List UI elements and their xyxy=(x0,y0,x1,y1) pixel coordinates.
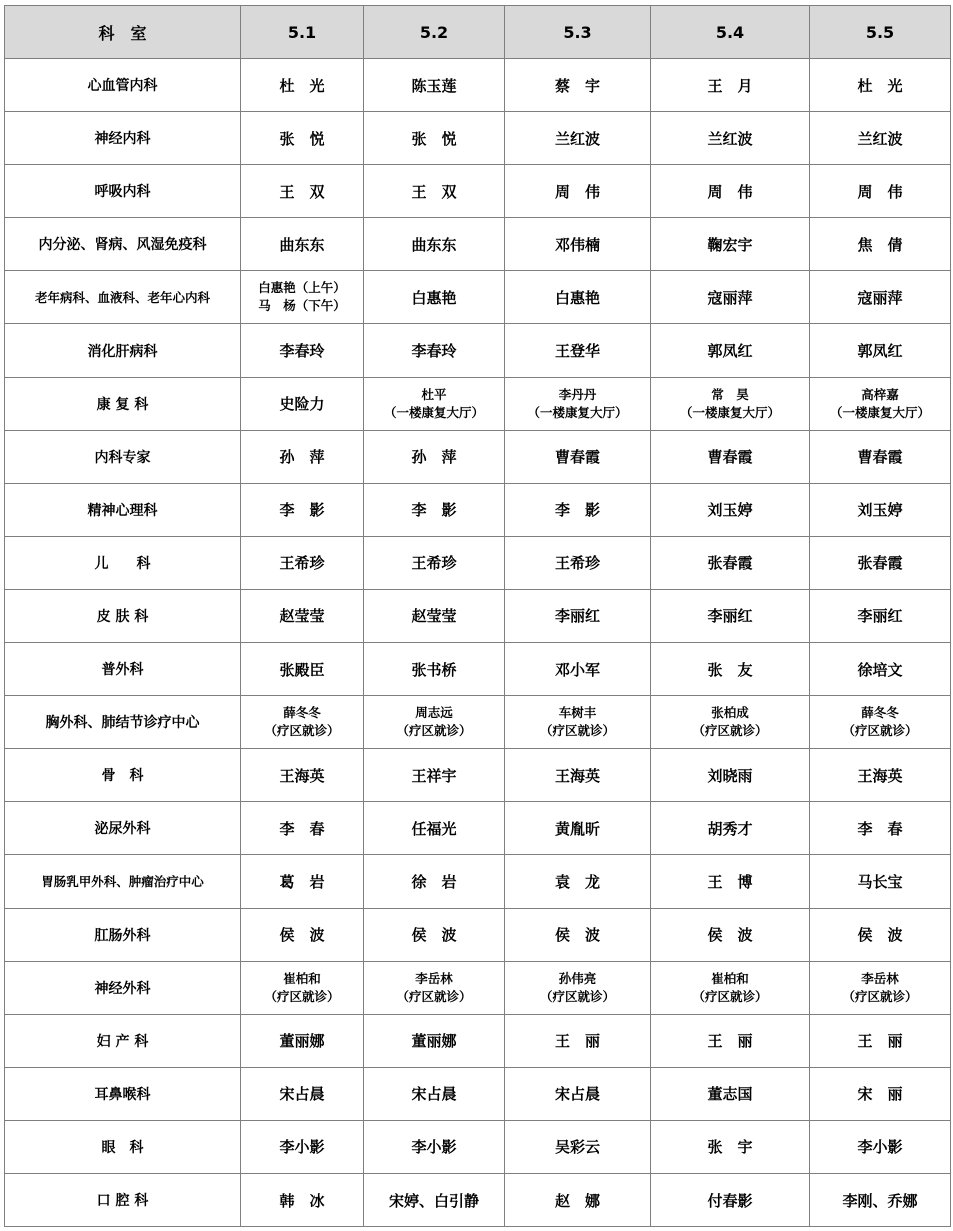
table-row xyxy=(5,430,951,483)
department-name: 神经内科 xyxy=(5,112,241,165)
department-name: 泌尿外科 xyxy=(5,802,241,855)
table-row xyxy=(5,908,951,961)
doctor-cell: 王海英 xyxy=(505,749,651,802)
doctor-cell: 寇丽萍 xyxy=(810,271,951,324)
doctor-cell: 郭凤红 xyxy=(810,324,951,377)
table-row xyxy=(5,536,951,589)
table-row xyxy=(5,589,951,642)
doctor-cell: 王 丽 xyxy=(810,1014,951,1067)
doctor-cell: 王海英 xyxy=(810,749,951,802)
doctor-cell: 李 影 xyxy=(364,483,505,536)
doctor-cell: 曹春霞 xyxy=(810,430,951,483)
doctor-cell: 张书桥 xyxy=(364,643,505,696)
doctor-cell: 徐 岩 xyxy=(364,855,505,908)
doctor-cell: 宋占晨 xyxy=(505,1067,651,1120)
header-date: 5.2 xyxy=(364,6,505,59)
doctor-cell: 蔡 宇 xyxy=(505,59,651,112)
doctor-note: （疗区就诊） xyxy=(264,723,340,739)
doctor-cell: 董志国 xyxy=(651,1067,810,1120)
doctor-cell: 刘玉婷 xyxy=(810,483,951,536)
doctor-name: 薛冬冬 xyxy=(861,705,899,721)
doctor-cell: 张 悦 xyxy=(364,112,505,165)
doctor-cell: 董丽娜 xyxy=(364,1014,505,1067)
table-row xyxy=(5,271,951,324)
doctor-note: （疗区就诊） xyxy=(842,988,918,1004)
table-row xyxy=(5,165,951,218)
header-date: 5.3 xyxy=(505,6,651,59)
doctor-cell xyxy=(364,961,505,1014)
doctor-cell: 王海英 xyxy=(241,749,364,802)
doctor-cell: 李丽红 xyxy=(651,589,810,642)
doctor-cell: 王 丽 xyxy=(651,1014,810,1067)
doctor-cell: 李丽红 xyxy=(810,589,951,642)
doctor-name: 常 昊 xyxy=(711,386,749,402)
doctor-note: （疗区就诊） xyxy=(842,723,918,739)
doctor-cell: 王希珍 xyxy=(364,536,505,589)
doctor-cell xyxy=(505,377,651,430)
department-name: 胃肠乳甲外科、肿瘤治疗中心 xyxy=(5,855,241,908)
department-name: 皮 肤 科 xyxy=(5,589,241,642)
doctor-cell xyxy=(651,961,810,1014)
doctor-cell: 王 双 xyxy=(241,165,364,218)
doctor-note: （疗区就诊） xyxy=(692,723,768,739)
doctor-cell: 袁 龙 xyxy=(505,855,651,908)
doctor-cell: 郭凤红 xyxy=(651,324,810,377)
doctor-cell: 葛 岩 xyxy=(241,855,364,908)
doctor-cell: 周 伟 xyxy=(810,165,951,218)
doctor-cell: 杜 光 xyxy=(241,59,364,112)
header-date: 5.5 xyxy=(810,6,951,59)
table-row xyxy=(5,696,951,749)
doctor-name: 车树丰 xyxy=(558,705,597,721)
doctor-cell: 兰红波 xyxy=(651,112,810,165)
doctor-cell xyxy=(364,696,505,749)
doctor-cell: 王 丽 xyxy=(505,1014,651,1067)
doctor-name: 高梓嘉 xyxy=(861,386,899,402)
doctor-cell xyxy=(651,696,810,749)
table-row xyxy=(5,1120,951,1173)
doctor-cell: 侯 波 xyxy=(364,908,505,961)
doctor-cell: 李春玲 xyxy=(364,324,505,377)
header-date: 5.1 xyxy=(241,6,364,59)
doctor-cell: 陈玉莲 xyxy=(364,59,505,112)
doctor-cell: 兰红波 xyxy=(810,112,951,165)
doctor-cell: 王希珍 xyxy=(241,536,364,589)
doctor-cell: 付春影 xyxy=(651,1173,810,1226)
doctor-cell: 张春霞 xyxy=(810,536,951,589)
department-name: 内分泌、肾病、风湿免疫科 xyxy=(5,218,241,271)
doctor-cell: 韩 冰 xyxy=(241,1173,364,1226)
department-name: 心血管内科 xyxy=(5,59,241,112)
doctor-name: 张柏成 xyxy=(711,705,749,721)
table-row xyxy=(5,324,951,377)
doctor-note: （疗区就诊） xyxy=(264,988,340,1004)
department-name: 肛肠外科 xyxy=(5,908,241,961)
doctor-cell: 张殿臣 xyxy=(241,643,364,696)
doctor-cell: 杜 光 xyxy=(810,59,951,112)
doctor-cell xyxy=(241,696,364,749)
doctor-cell: 侯 波 xyxy=(810,908,951,961)
doctor-note: （一楼康复大厅） xyxy=(383,404,484,420)
doctor-cell: 侯 波 xyxy=(505,908,651,961)
table-row xyxy=(5,802,951,855)
department-name: 普外科 xyxy=(5,643,241,696)
doctor-cell: 李 春 xyxy=(241,802,364,855)
doctor-cell: 周 伟 xyxy=(651,165,810,218)
doctor-cell: 任福光 xyxy=(364,802,505,855)
doctor-cell: 李 影 xyxy=(505,483,651,536)
table-row xyxy=(5,1173,951,1226)
doctor-cell: 兰红波 xyxy=(505,112,651,165)
doctor-note: （疗区就诊） xyxy=(539,988,615,1004)
department-name: 老年病科、血液科、老年心内科 xyxy=(5,271,241,324)
doctor-cell: 黄胤昕 xyxy=(505,802,651,855)
doctor-cell: 张 友 xyxy=(651,643,810,696)
doctor-cell xyxy=(505,961,651,1014)
table-row xyxy=(5,1014,951,1067)
doctor-name: 孙伟亮 xyxy=(558,970,597,986)
doctor-name: 薛冬冬 xyxy=(283,705,321,721)
doctor-cell: 周 伟 xyxy=(505,165,651,218)
doctor-note: （疗区就诊） xyxy=(692,988,768,1004)
doctor-cell xyxy=(241,961,364,1014)
table-row xyxy=(5,112,951,165)
doctor-cell: 王登华 xyxy=(505,324,651,377)
doctor-name: 李岳林 xyxy=(415,970,453,986)
doctor-cell: 张春霞 xyxy=(651,536,810,589)
doctor-cell: 李小影 xyxy=(364,1120,505,1173)
table-row xyxy=(5,377,951,430)
department-name: 呼吸内科 xyxy=(5,165,241,218)
doctor-name: 白惠艳（上午） xyxy=(258,280,346,296)
doctor-cell: 寇丽萍 xyxy=(651,271,810,324)
header-dept: 科 室 xyxy=(5,6,241,59)
doctor-cell: 王 博 xyxy=(651,855,810,908)
table-row xyxy=(5,483,951,536)
department-name: 胸外科、肺结节诊疗中心 xyxy=(5,696,241,749)
doctor-cell: 孙 萍 xyxy=(364,430,505,483)
doctor-cell: 宋占晨 xyxy=(364,1067,505,1120)
doctor-cell: 李丽红 xyxy=(505,589,651,642)
doctor-cell: 徐培文 xyxy=(810,643,951,696)
doctor-cell: 张 宇 xyxy=(651,1120,810,1173)
doctor-note: （一楼康复大厅） xyxy=(829,404,930,420)
schedule-body xyxy=(5,59,951,1227)
doctor-cell: 胡秀才 xyxy=(651,802,810,855)
doctor-cell: 焦 倩 xyxy=(810,218,951,271)
doctor-cell: 赵莹莹 xyxy=(364,589,505,642)
table-row xyxy=(5,855,951,908)
department-name: 耳鼻喉科 xyxy=(5,1067,241,1120)
department-name: 内科专家 xyxy=(5,430,241,483)
doctor-note: （疗区就诊） xyxy=(539,723,615,739)
doctor-cell: 马长宝 xyxy=(810,855,951,908)
doctor-cell: 李小影 xyxy=(810,1120,951,1173)
doctor-name: 崔柏和 xyxy=(283,970,321,986)
doctor-cell: 董丽娜 xyxy=(241,1014,364,1067)
schedule-sheet xyxy=(4,5,951,1227)
doctor-cell: 刘玉婷 xyxy=(651,483,810,536)
doctor-cell: 赵莹莹 xyxy=(241,589,364,642)
department-name: 精神心理科 xyxy=(5,483,241,536)
duty-schedule-table xyxy=(4,5,951,1227)
header-row xyxy=(5,6,951,59)
doctor-cell: 曲东东 xyxy=(364,218,505,271)
doctor-cell xyxy=(810,696,951,749)
department-name: 儿 科 xyxy=(5,536,241,589)
department-name: 消化肝病科 xyxy=(5,324,241,377)
table-row xyxy=(5,59,951,112)
doctor-cell: 王祥宇 xyxy=(364,749,505,802)
doctor-cell: 侯 波 xyxy=(651,908,810,961)
doctor-note: （一楼康复大厅） xyxy=(527,404,628,420)
doctor-cell: 李小影 xyxy=(241,1120,364,1173)
doctor-cell: 白惠艳 xyxy=(364,271,505,324)
doctor-cell: 宋 丽 xyxy=(810,1067,951,1120)
department-name: 妇 产 科 xyxy=(5,1014,241,1067)
doctor-cell xyxy=(810,961,951,1014)
doctor-cell: 王 双 xyxy=(364,165,505,218)
table-row xyxy=(5,749,951,802)
department-name: 口 腔 科 xyxy=(5,1173,241,1226)
table-row xyxy=(5,1067,951,1120)
doctor-cell: 邓小军 xyxy=(505,643,651,696)
doctor-cell xyxy=(241,271,364,324)
header-date: 5.4 xyxy=(651,6,810,59)
doctor-note: （一楼康复大厅） xyxy=(679,404,780,420)
doctor-cell: 吴彩云 xyxy=(505,1120,651,1173)
doctor-cell: 白惠艳 xyxy=(505,271,651,324)
doctor-name: 李岳林 xyxy=(861,970,899,986)
department-name: 眼 科 xyxy=(5,1120,241,1173)
doctor-cell: 侯 波 xyxy=(241,908,364,961)
doctor-cell: 曹春霞 xyxy=(505,430,651,483)
doctor-cell: 宋婷、白引静 xyxy=(364,1173,505,1226)
doctor-name: 李丹丹 xyxy=(558,386,597,402)
doctor-cell xyxy=(810,377,951,430)
doctor-name: 周志远 xyxy=(415,705,453,721)
doctor-cell: 张 悦 xyxy=(241,112,364,165)
department-name: 神经外科 xyxy=(5,961,241,1014)
doctor-cell: 李 春 xyxy=(810,802,951,855)
table-row xyxy=(5,961,951,1014)
doctor-cell xyxy=(505,696,651,749)
doctor-cell: 邓伟楠 xyxy=(505,218,651,271)
doctor-cell: 曹春霞 xyxy=(651,430,810,483)
doctor-cell: 宋占晨 xyxy=(241,1067,364,1120)
doctor-name: 杜平 xyxy=(421,386,447,402)
doctor-cell: 鞠宏宇 xyxy=(651,218,810,271)
department-name: 骨 科 xyxy=(5,749,241,802)
doctor-cell: 王希珍 xyxy=(505,536,651,589)
doctor-cell: 王 月 xyxy=(651,59,810,112)
doctor-note: （疗区就诊） xyxy=(396,723,472,739)
doctor-cell: 曲东东 xyxy=(241,218,364,271)
doctor-cell: 孙 萍 xyxy=(241,430,364,483)
doctor-cell xyxy=(651,377,810,430)
doctor-cell: 李春玲 xyxy=(241,324,364,377)
doctor-note: （疗区就诊） xyxy=(396,988,472,1004)
doctor-cell xyxy=(364,377,505,430)
doctor-cell: 李刚、乔娜 xyxy=(810,1173,951,1226)
table-row xyxy=(5,218,951,271)
doctor-cell: 赵 娜 xyxy=(505,1173,651,1226)
doctor-cell: 刘晓雨 xyxy=(651,749,810,802)
doctor-cell: 李 影 xyxy=(241,483,364,536)
doctor-note: 马 杨（下午） xyxy=(258,298,346,314)
doctor-cell: 史险力 xyxy=(241,377,364,430)
doctor-name: 崔柏和 xyxy=(711,970,749,986)
table-row xyxy=(5,643,951,696)
department-name: 康 复 科 xyxy=(5,377,241,430)
